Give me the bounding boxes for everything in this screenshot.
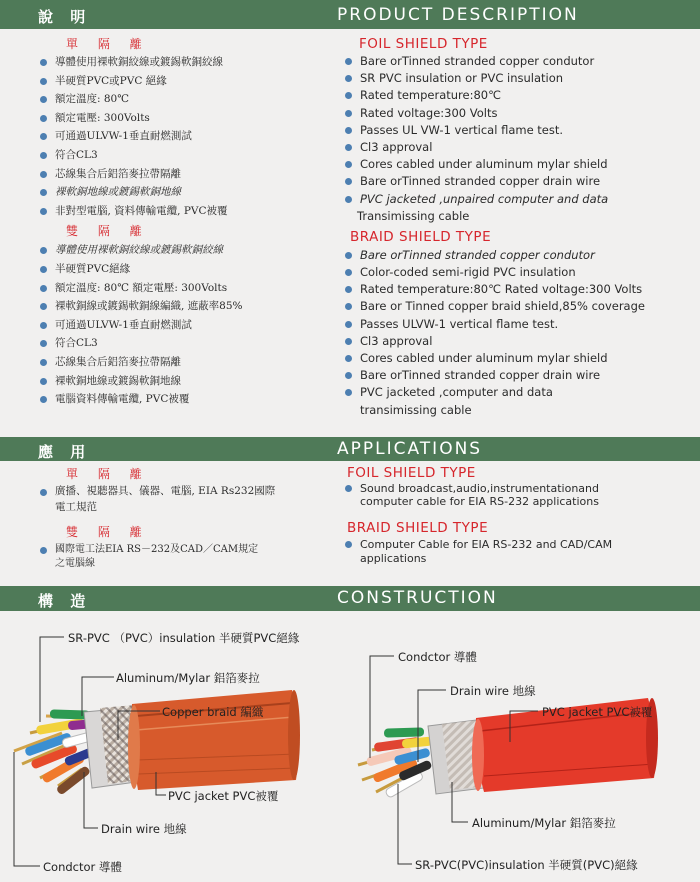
- app-zh-foil-item-cont: 電工規范: [55, 501, 97, 513]
- list-item: 裸軟銅線或鍍錫軟銅線編織, 遮蔽率85%: [40, 297, 330, 316]
- en-foil-title: FOIL SHIELD TYPE: [359, 36, 488, 52]
- list-item: 裸軟銅地線或鍍錫軟銅地線: [40, 372, 330, 391]
- app-en-foil-item-cont: computer cable for EIA RS-232 applications: [360, 495, 599, 508]
- app-en-braid-item-cont: applications: [360, 552, 427, 565]
- list-item: 芯線集合后鋁箔麥拉帶隔離: [40, 165, 330, 184]
- list-item: Bare or Tinned copper braid shield,85% coverage: [345, 298, 695, 315]
- applications-header-zh: 應 用: [38, 443, 92, 461]
- list-item: 符合CL3: [40, 146, 330, 165]
- right-label-jacket: PVC jacket PVC被覆: [542, 705, 653, 719]
- list-item: Bare orTinned stranded copper drain wire: [345, 173, 695, 190]
- app-en-braid-title: BRAID SHIELD TYPE: [347, 520, 489, 536]
- right-conductor-wires: [358, 727, 433, 798]
- right-label-conductor: Condctor 導體: [398, 650, 477, 664]
- app-zh-braid-item: 國際電工法EIA RS－232及CAD／CAM規定: [40, 543, 330, 557]
- construction-header-zh: 構 造: [38, 592, 92, 610]
- right-label-drain: Drain wire 地線: [450, 684, 536, 698]
- en-braid-title: BRAID SHIELD TYPE: [350, 228, 492, 245]
- list-item: Rated voltage:300 Volts: [345, 105, 695, 122]
- list-item: 電腦資料傳輸電纜, PVC被覆: [40, 390, 330, 409]
- list-item: SR PVC insulation or PVC insulation: [345, 70, 695, 87]
- list-item: 可通過ULVW-1垂直耐燃測試: [40, 316, 330, 335]
- list-item: Cl3 approval: [345, 139, 695, 156]
- list-item: Rated temperature:80℃ Rated voltage:300 Volts: [345, 281, 695, 298]
- list-item: 半硬質PVC或PVC 絕緣: [40, 72, 330, 91]
- app-en-foil-item: Sound broadcast,audio,instrumentationand: [345, 482, 695, 495]
- list-item: 符合CL3: [40, 334, 330, 353]
- left-label-drain: Drain wire 地線: [101, 822, 187, 836]
- list-item: 可通過ULVW-1垂直耐燃測試: [40, 127, 330, 146]
- list-item: Color-coded semi-rigid PVC insulation: [345, 264, 695, 281]
- construction-header-en: CONSTRUCTION: [337, 588, 498, 608]
- en-braid-cont: transimissing cable: [360, 402, 472, 417]
- list-item: 導體使用裸軟銅絞線或鍍錫軟銅絞線: [40, 241, 330, 260]
- list-item: 芯線集合后鋁箔麥拉帶隔離: [40, 353, 330, 372]
- right-label-mylar: Aluminum/Mylar 鋁箔麥拉: [472, 816, 616, 830]
- app-zh-braid-title: 雙 隔 離: [66, 525, 150, 539]
- app-zh-foil-item: 廣播、視聽器具、儀器、電腦, EIA Rs232國際: [40, 483, 330, 499]
- left-label-mylar: Aluminum/Mylar 鋁箔麥拉: [116, 671, 260, 685]
- list-item: Passes ULVW-1 vertical flame test.: [345, 316, 695, 333]
- list-item: PVC jacketed ,computer and data: [345, 384, 695, 401]
- list-item: Rated temperature:80℃: [345, 87, 695, 104]
- list-item: Bare orTinned stranded copper drain wire: [345, 367, 695, 384]
- list-item: PVC jacketed ,unpaired computer and data: [345, 191, 695, 208]
- right-label-insulation: SR-PVC(PVC)insulation 半硬質(PVC)絕緣: [415, 858, 638, 872]
- left-label-jacket: PVC jacket PVC被覆: [168, 789, 279, 803]
- left-label-conductor: Condctor 導體: [43, 860, 122, 874]
- applications-header-en: APPLICATIONS: [337, 439, 483, 459]
- list-item: 裸軟銅地線或鍍錫軟銅地線: [40, 183, 330, 202]
- list-item: Cores cabled under aluminum mylar shield: [345, 156, 695, 173]
- list-item: 額定電壓: 300Volts: [40, 109, 330, 128]
- app-en-foil-title: FOIL SHIELD TYPE: [347, 465, 476, 481]
- description-header-zh: 說 明: [38, 8, 92, 26]
- zh-braid-title: 雙 隔 離: [66, 224, 150, 239]
- app-en-braid-item: Computer Cable for EIA RS-232 and CAD/CAM: [345, 538, 695, 552]
- list-item: Cl3 approval: [345, 333, 695, 350]
- left-label-insulation: SR-PVC （PVC）insulation 半硬質PVC絕緣: [68, 631, 300, 645]
- list-item: Bare orTinned stranded copper condutor: [345, 247, 695, 264]
- app-zh-braid-item-cont: 之電腦線: [55, 558, 95, 569]
- list-item: 非對型電腦, 資料傳輸電纜, PVC被覆: [40, 202, 330, 221]
- list-item: Passes UL VW-1 vertical flame test.: [345, 122, 695, 139]
- en-foil-cont: Transimissing cable: [357, 208, 470, 223]
- app-zh-foil-title: 單 隔 離: [66, 467, 150, 481]
- list-item: Cores cabled under aluminum mylar shield: [345, 350, 695, 367]
- left-label-braid: Copper braid 編織: [162, 705, 264, 719]
- description-header-en: PRODUCT DESCRIPTION: [337, 5, 579, 25]
- list-item: Bare orTinned stranded copper condutor: [345, 53, 695, 70]
- list-item: 額定溫度: 80℃: [40, 90, 330, 109]
- zh-foil-title: 單 隔 離: [66, 37, 150, 51]
- list-item: 導體使用裸軟銅絞線或鍍錫軟銅絞線: [40, 53, 330, 72]
- list-item: 半硬質PVC絕緣: [40, 260, 330, 279]
- list-item: 額定溫度: 80℃ 額定電壓: 300Volts: [40, 279, 330, 298]
